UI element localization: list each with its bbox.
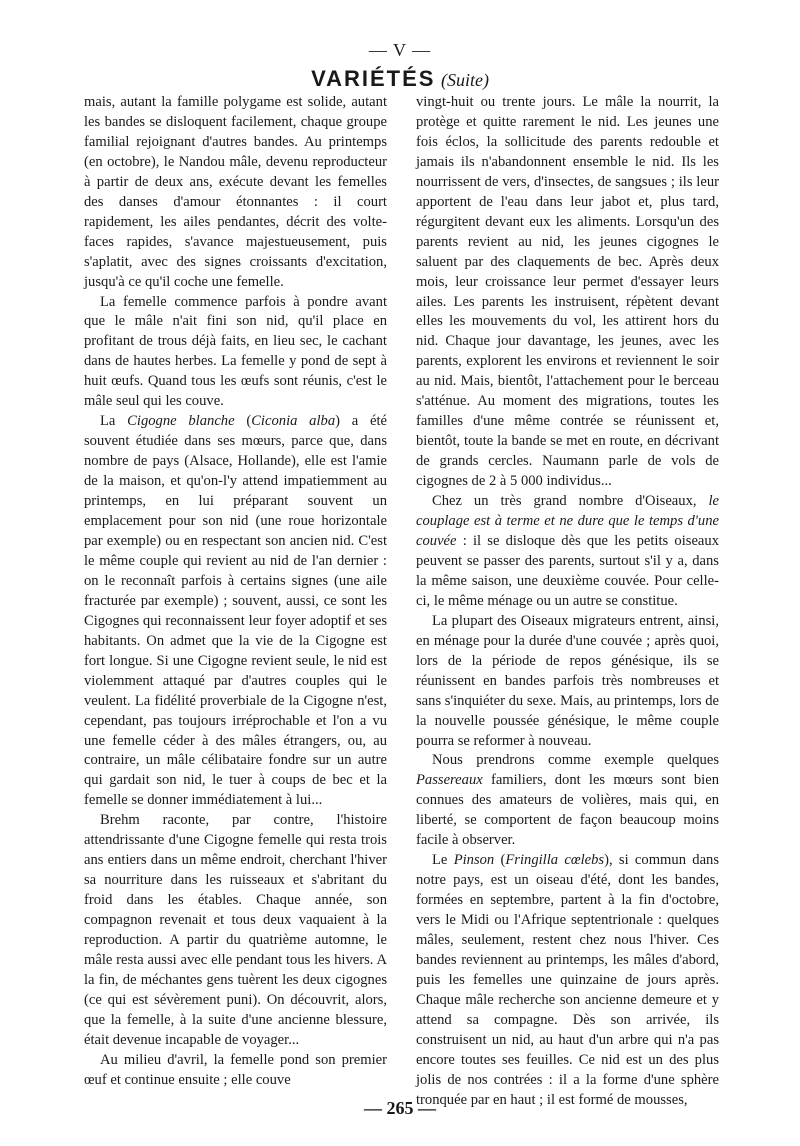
text-run: ( xyxy=(234,413,252,430)
text-run: ), si commun dans notre pays, est un oiseau d'été, dont les bandes, formées en septembre, partent à la fin d'octobre, vers le Midi ou l'Afrique septentrionale : quelques mâles, seulement, restent chez nous l'hiver. Ces bandes reviennent au printemps, les mâles d'abord, puis les femelles une quinzaine de jours après. Chaque mâle recherche son ancienne demeure et y attend sa compagne. Dès son arrivée, ils construisent un nid, au haut d'un arbre qui n'a pas encore toutes ses feuilles. Ce nid est un des plus jolis de nos contrées : il a la forme d'une sphère tronquée par en haut ; il est formé de mousses, xyxy=(416,852,720,1108)
text-run: : il se disloque dès que les petits oiseaux peuvent se passer des parents, surtout s'il y a, dans la même saison, une deuxième couvée. Pour celle-ci, le même ménage ou un autre se constitue. xyxy=(416,532,719,609)
section-title: VARIÉTÉS xyxy=(311,66,436,91)
text-run: Brehm raconte, par contre, l'histoire attendrissante d'une Cigogne femelle qui resta trois ans entiers dans un même endroit, cherchant l'hiver sa nourriture dans les ruisseaux et s'abritant du froid dans les étables. Chaque année, son compagnon revenait et tous deux vaquaient à la reproduction. A partir du quatrième automne, le mâle resta aussi avec elle pendant tous les hivers. A la fin, de méchantes gens tuèrent les deux cigognes (ce qui est sévèrement puni). On découvrit, alors, que la femelle, à la suite d'une ancienne blessure, était devenue incapable de voyager... xyxy=(84,812,387,1048)
text-run: La femelle commence parfois à pondre avant que le mâle n'ait fini son nid, qu'il place en profitant de trous déjà faits, en lieu sec, le cachant dans de hautes herbes. La femelle y pond de sept à huit œufs. Quand tous les œufs sont réunis, c'est le mâle seul qui les couve. xyxy=(84,293,387,410)
paragraph-r2 xyxy=(416,492,719,612)
text-run: ) a été souvent étudiée dans ses mœurs, parce que, dans nombre de pays (Alsace, Hollande), elle est l'amie de la maison, et qu'on-l'y attend impatiemment au printemps, en lui préparant souvent un emplacement pour son nid (une roue horizontale par exemple) ou en respectant son ancien nid. C'est le même couple qui revient au nid de l'an dernier : on le reconnaît parfois à certains signes (une aile fracturée par exemple) ; souvent, aussi, ce sont les Cigognes qui reconnaissent leur foyer adoptif et ses habitants. On admet que la vie de la Cigogne est fort longue. Si une Cigogne revient seule, le nid est violemment attaqué par d'autres couples qui le veulent. La fidélité proverbiale de la Cigogne n'est, cependant, pas toujours irréprochable et l'on a vu une femelle céder à des mâles étrangers, ou, au contraire, un mâle célibataire fondre sur un autre qui gardait son nid, le tuer à coups de bec et la femelle se donner immédiatement à lui... xyxy=(84,413,387,809)
text-run: vingt-huit ou trente jours. Le mâle la nourrit, la protège et quitte rarement le nid. Les jeunes une fois éclos, la sollicitude des parents redouble et jamais ils n'abandonnent ensemble le nid. Ils les nourrissent de vers, d'insectes, de sangsues ; ils leur apportent de l'eau dans leur jabot et, plus tard, régurgitent devant eux les aliments. Lorsqu'un des parents revient au nid, les jeunes cigognes le saluent par des claquements de bec. Après deux mois, leur croissance leur permet d'essayer leurs ailes. Les parents les instruisent, répètent devant elles les mouvements du vol, les attirent hors du nid. Chaque jour davantage, les jeunes, avec les parents, explorent les environs et reviennent le soir au nid. Mais, bientôt, l'attachement pour le berceau s'atténue. Au moment des migrations, toutes les familles d'une même contrée se réunissent et, bientôt, toute la bande se met en route, en décrivant de grands cercles. Naumann parle de vols de cigognes de 2 à 5 000 individus... xyxy=(416,94,719,490)
italic-text: Fringilla cœlebs xyxy=(505,852,605,869)
page-marker: — V — xyxy=(368,40,432,60)
paragraph-r1 xyxy=(416,93,719,492)
text-run: La xyxy=(100,413,128,430)
italic-text: Cigogne blanche xyxy=(127,413,235,430)
text-run: familiers, dont les mœurs sont bien connues des amateurs de volières, mais qui, en liberté, se comportent de façon beaucoup moins facile à observer. xyxy=(416,772,719,849)
section-subtitle: (Suite) xyxy=(440,70,489,90)
italic-text: Ciconia alba xyxy=(251,413,336,430)
paragraph-l1 xyxy=(84,93,387,293)
left-column xyxy=(84,93,387,1091)
text-run: Nous prendrons comme exemple quelques xyxy=(432,752,719,769)
paragraph-l4 xyxy=(84,811,387,1050)
paragraph-l5 xyxy=(84,1051,387,1091)
italic-text: le couplage est à terme et ne dure que le temps d'une couvée xyxy=(416,493,719,549)
paragraph-r5 xyxy=(416,851,719,1110)
page-number: — 265 — xyxy=(364,1098,436,1118)
paragraph-r4 xyxy=(416,751,719,851)
right-column xyxy=(416,93,719,1111)
paragraph-l3 xyxy=(84,412,387,811)
paragraph-r3 xyxy=(416,612,719,752)
text-run: Le xyxy=(432,852,454,869)
text-run: La plupart des Oiseaux migrateurs entrent, ainsi, en ménage pour la durée d'une couvée ; après quoi, lors de la période de repos génésique, ils se réunissent en bandes parfois très nombreuses et sans s'inquiéter du sexe. Mais, au printemps, lors de la nouvelle poussée génésique, le même couple pourra se reformer à nouveau. xyxy=(416,612,719,749)
italic-text: Passereaux xyxy=(416,772,483,789)
italic-text: Pinson xyxy=(453,852,495,869)
text-run: Au milieu d'avril, la femelle pond son premier œuf et continue ensuite ; elle couve xyxy=(84,1051,387,1088)
text-run: ( xyxy=(494,852,506,869)
section-header xyxy=(0,66,800,93)
paragraph-l2 xyxy=(84,293,387,413)
text-run: mais, autant la famille polygame est solide, autant les bandes se disloquent facilement, chaque groupe familial rejoignant d'autres bandes. Au printemps (en octobre), le Nandou mâle, devenu reproducteur à partir de deux ans, exécute devant les femelles des danses d'amour étonnantes : il court rapidement, les ailes pendantes, décrit des volte-faces rapides, s'avance majestueusement, puis s'aplatit, avec des signes croissants d'excitation, jusqu'à ce qu'il coche une femelle. xyxy=(84,94,387,290)
text-run: Chez un très grand nombre d'Oiseaux, xyxy=(432,493,709,510)
